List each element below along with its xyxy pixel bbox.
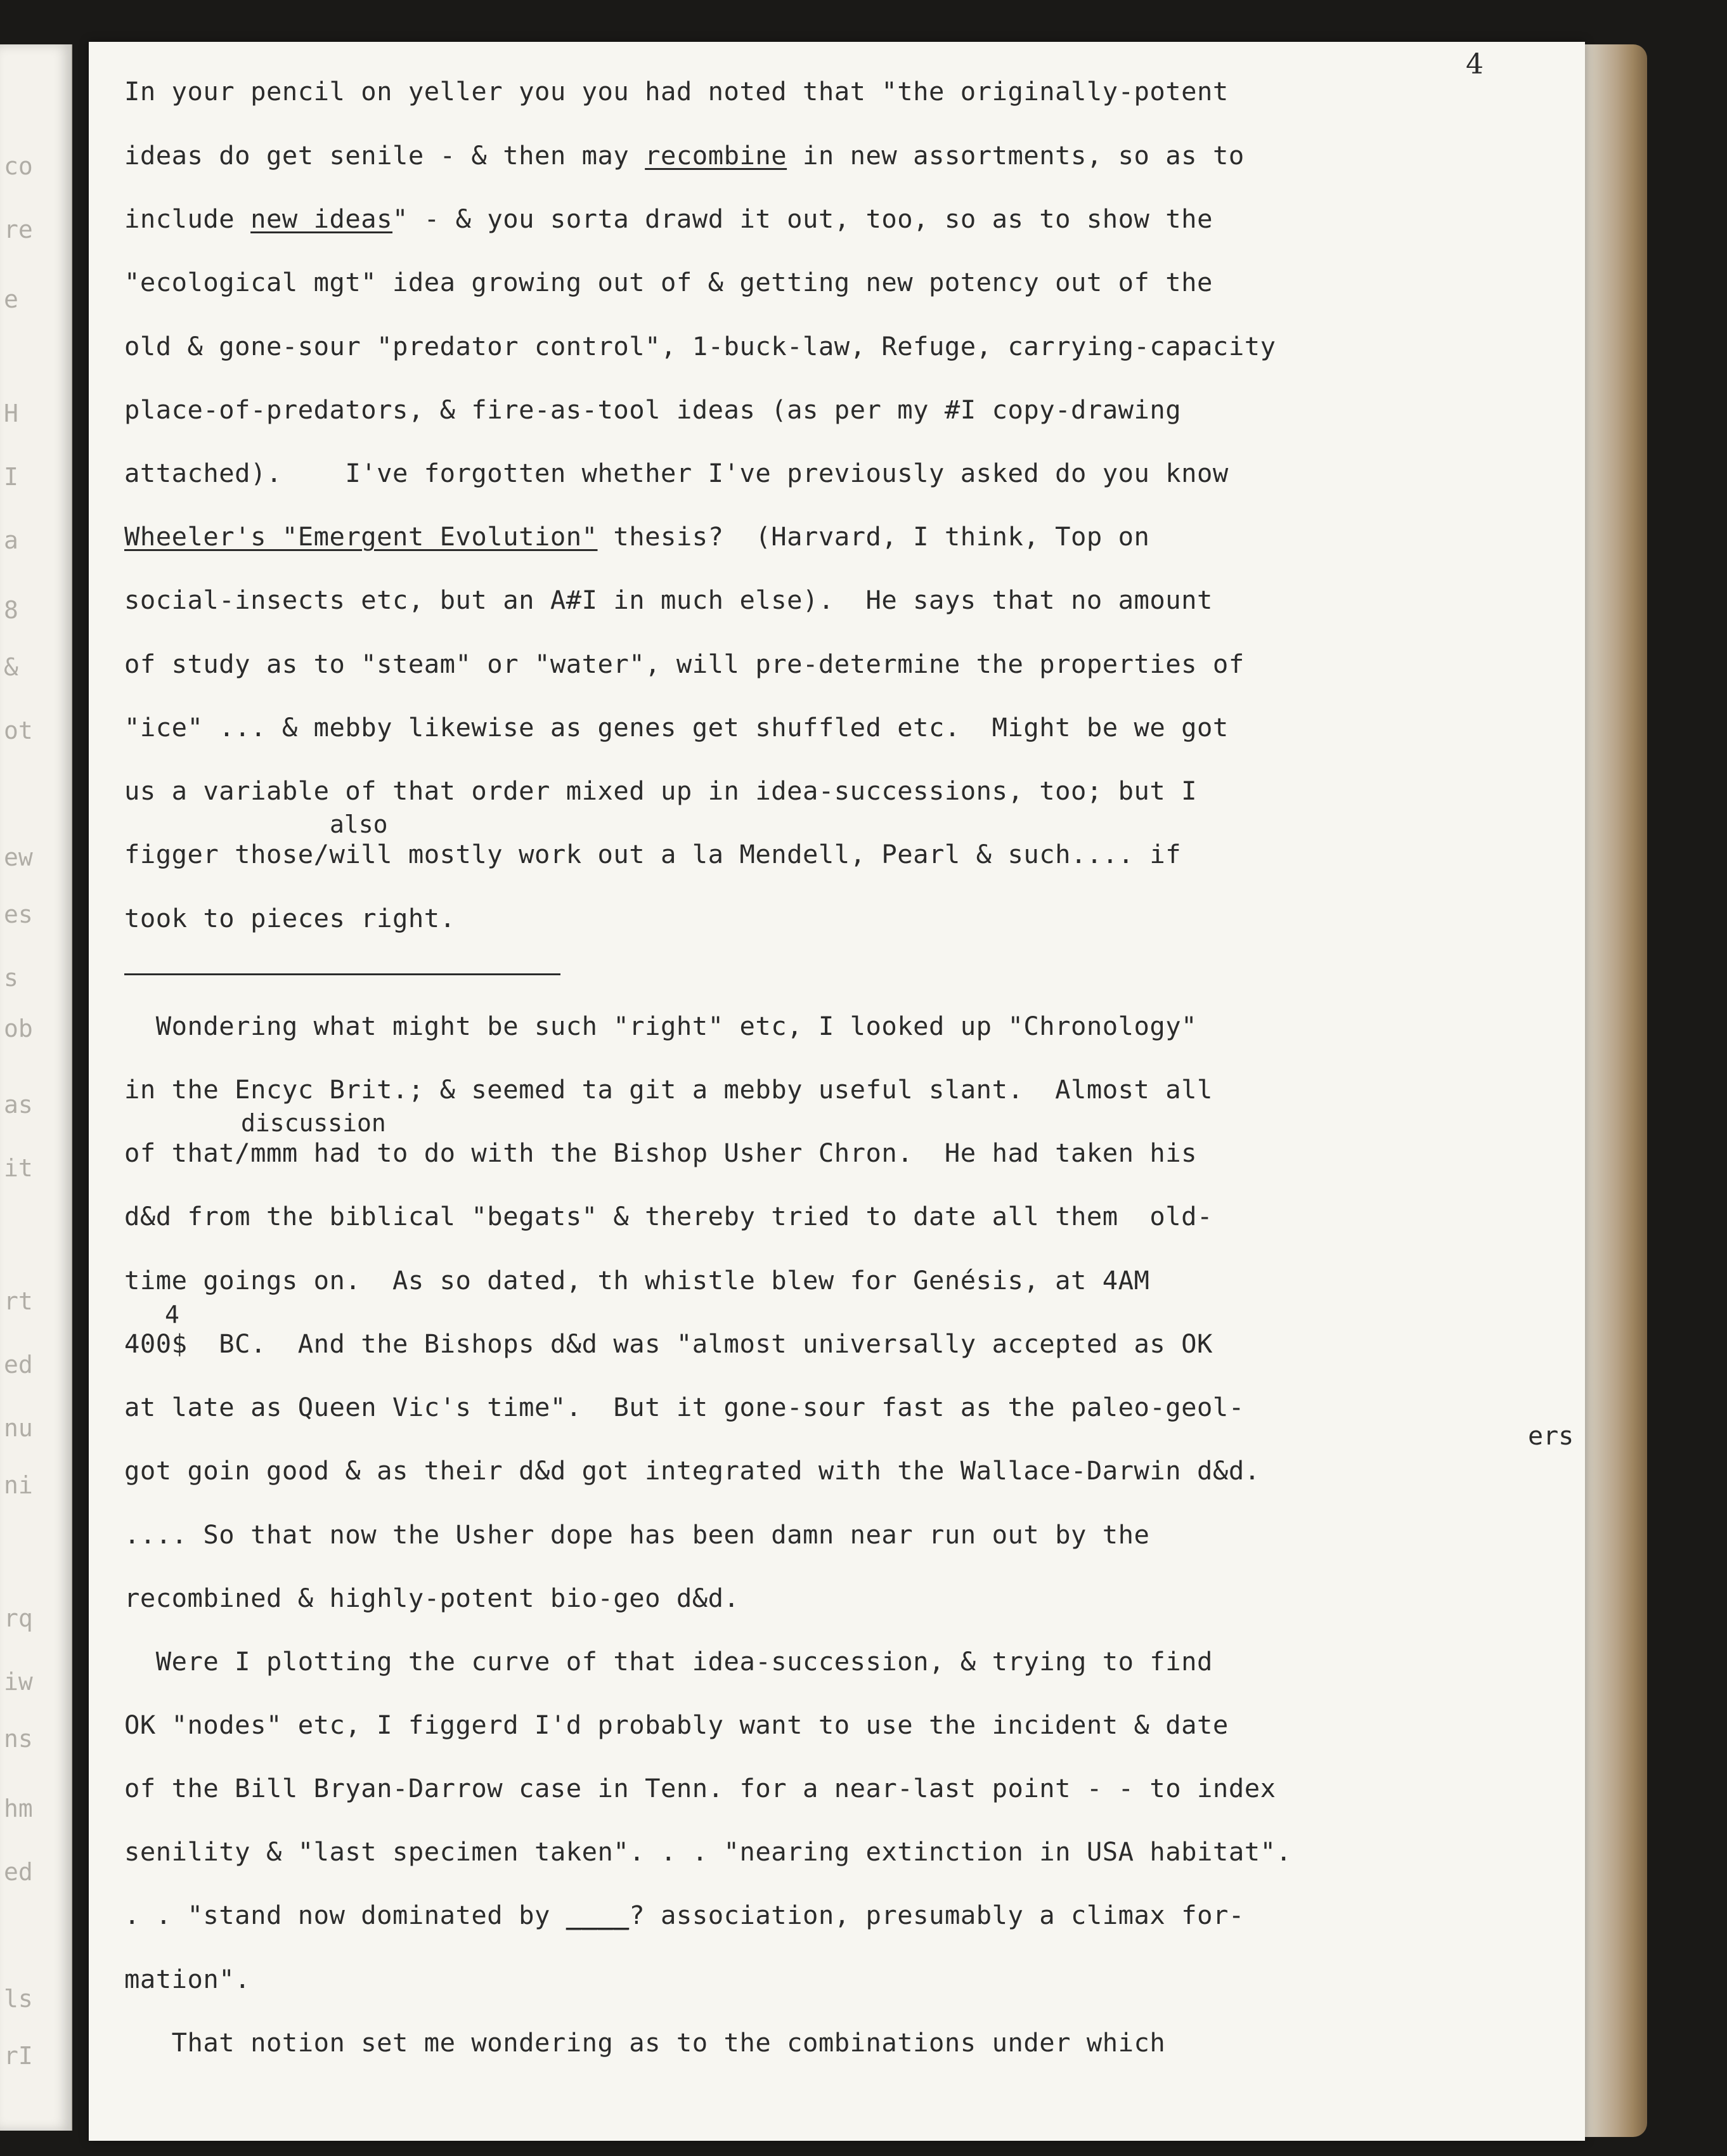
text-line: of study as to "steam" or "water", will pre-determine the properties of — [124, 649, 1245, 679]
underlined-text: recombine — [645, 140, 787, 171]
text-line: That notion set me wondering as to the combinations under which — [124, 2027, 1166, 2058]
book-page-edges — [1579, 44, 1647, 2137]
text-line: got goin good & as their d&d got integrated with the Wallace-Darwin d&d. — [124, 1455, 1260, 1486]
text-line: .... So that now the Usher dope has been damn near run out by the — [124, 1519, 1150, 1550]
facing-page-fragment: ed — [4, 1858, 33, 1886]
text-line: time goings on. As so dated, th whistle blew for Genésis, at 4AM — [124, 1265, 1150, 1296]
text-line: recombined & highly-potent bio-geo d&d. — [124, 1583, 740, 1613]
text-line: d&d from the biblical "begats" & thereby tried to date all them old- — [124, 1201, 1213, 1231]
text-line: attached). I've forgotten whether I've previously asked do you know — [124, 458, 1229, 488]
text-line: of the Bill Bryan-Darrow case in Tenn. for a near-last point - - to index — [124, 1773, 1276, 1803]
text-line: place-of-predators, & fire-as-tool ideas (as per my #I copy-drawing — [124, 394, 1182, 425]
text-line — [124, 521, 1150, 552]
typewritten-page — [89, 42, 1585, 2141]
facing-page-fragment: ls — [4, 1985, 33, 2013]
facing-page-fragment: ni — [4, 1471, 33, 1499]
facing-page-fragment: co — [4, 152, 33, 180]
text-line: mation". — [124, 1964, 251, 1994]
text-segment: ? association, presumably a climax for- — [629, 1900, 1245, 1930]
handwritten-insertion: also — [330, 810, 388, 838]
text-line: senility & "last specimen taken". . . "nearing extinction in USA habitat". — [124, 1836, 1292, 1867]
facing-page-fragment: ob — [4, 1015, 33, 1042]
facing-page-fragment: hm — [4, 1795, 33, 1822]
handwritten-insertion: 4 — [165, 1301, 179, 1328]
facing-page-fragment: iw — [4, 1668, 33, 1696]
text-line: social-insects etc, but an A#I in much else). He says that no amount — [124, 585, 1213, 615]
text-line: "ecological mgt" idea growing out of & getting new potency out of the — [124, 267, 1213, 297]
text-line: Were I plotting the curve of that idea-succession, & trying to find — [124, 1646, 1213, 1677]
text-line: OK "nodes" etc, I figgerd I'd probably want to use the incident & date — [124, 1710, 1229, 1740]
text-line: "ice" ... & mebby likewise as genes get shuffled etc. Might be we got — [124, 712, 1229, 743]
facing-page-fragment: H — [4, 399, 18, 427]
text-line: old & gone-sour "predator control", 1-buck-law, Refuge, carrying-capacity — [124, 331, 1276, 361]
text-line — [124, 1902, 1245, 1928]
facing-page-fragment: & — [4, 653, 18, 681]
text-line: Wondering what might be such "right" etc, I looked up "Chronology" — [124, 1011, 1198, 1041]
text-segment: . . "stand now dominated by — [124, 1900, 566, 1930]
facing-page-fragment: ns — [4, 1725, 33, 1753]
facing-page-fragment: re — [4, 216, 33, 244]
text-segment: ideas do get senile - & then may — [124, 140, 645, 171]
underlined-text: new ideas — [250, 204, 393, 234]
facing-page-fragment: ew — [4, 843, 33, 871]
text-segment: in new assortments, so as to — [787, 140, 1245, 171]
text-line: figger those/will mostly work out a la Mendell, Pearl & such.... if — [124, 839, 1182, 869]
text-line — [124, 206, 1213, 232]
text-line: us a variable of that order mixed up in idea-successions, too; but I — [124, 776, 1198, 806]
text-line — [124, 140, 1245, 171]
text-segment: ____ — [566, 1900, 630, 1930]
facing-page-fragment: it — [4, 1154, 33, 1182]
facing-page-fragment: rq — [4, 1604, 33, 1632]
handwritten-insertion: discussion — [241, 1109, 386, 1137]
underlined-text: Wheeler's "Emergent Evolution" — [124, 521, 598, 552]
facing-page-fragment: as — [4, 1091, 33, 1119]
facing-page-fragment: nu — [4, 1414, 33, 1442]
text-line: In your pencil on yeller you you had noted that "the originally-potent — [124, 76, 1229, 107]
text-segment: " - & you sorta drawd it out, too, so as to show the — [392, 204, 1213, 234]
facing-page-fragment: ot — [4, 717, 33, 744]
text-line: 400$ BC. And the Bishops d&d was "almost universally accepted as OK — [124, 1328, 1213, 1359]
facing-page-fragment: e — [4, 285, 18, 313]
section-divider — [124, 973, 560, 975]
facing-page-fragment: rI — [4, 2042, 33, 2070]
page-number: 4 — [1466, 48, 1484, 81]
text-line: of that/mmm had to do with the Bishop Usher Chron. He had taken his — [124, 1138, 1198, 1168]
facing-page-fragment: rt — [4, 1287, 33, 1315]
text-line: in the Encyc Brit.; & seemed ta git a mebby useful slant. Almost all — [124, 1074, 1213, 1105]
facing-page-fragment: 8 — [4, 596, 18, 624]
text-line: at late as Queen Vic's time". But it gone-sour fast as the paleo-geol- — [124, 1392, 1245, 1422]
facing-page-fragment: es — [4, 900, 33, 928]
text-segment: thesis? (Harvard, I think, Top on — [597, 521, 1150, 552]
facing-page-fragment: s — [4, 964, 18, 992]
facing-page-fragment: a — [4, 526, 18, 554]
facing-page-edge — [0, 44, 72, 2131]
facing-page-fragment: ed — [4, 1351, 33, 1379]
text-line: took to pieces right. — [124, 903, 456, 933]
facing-page-fragment: I — [4, 463, 18, 491]
margin-note: ers — [1528, 1422, 1574, 1451]
text-segment: include — [124, 204, 251, 234]
